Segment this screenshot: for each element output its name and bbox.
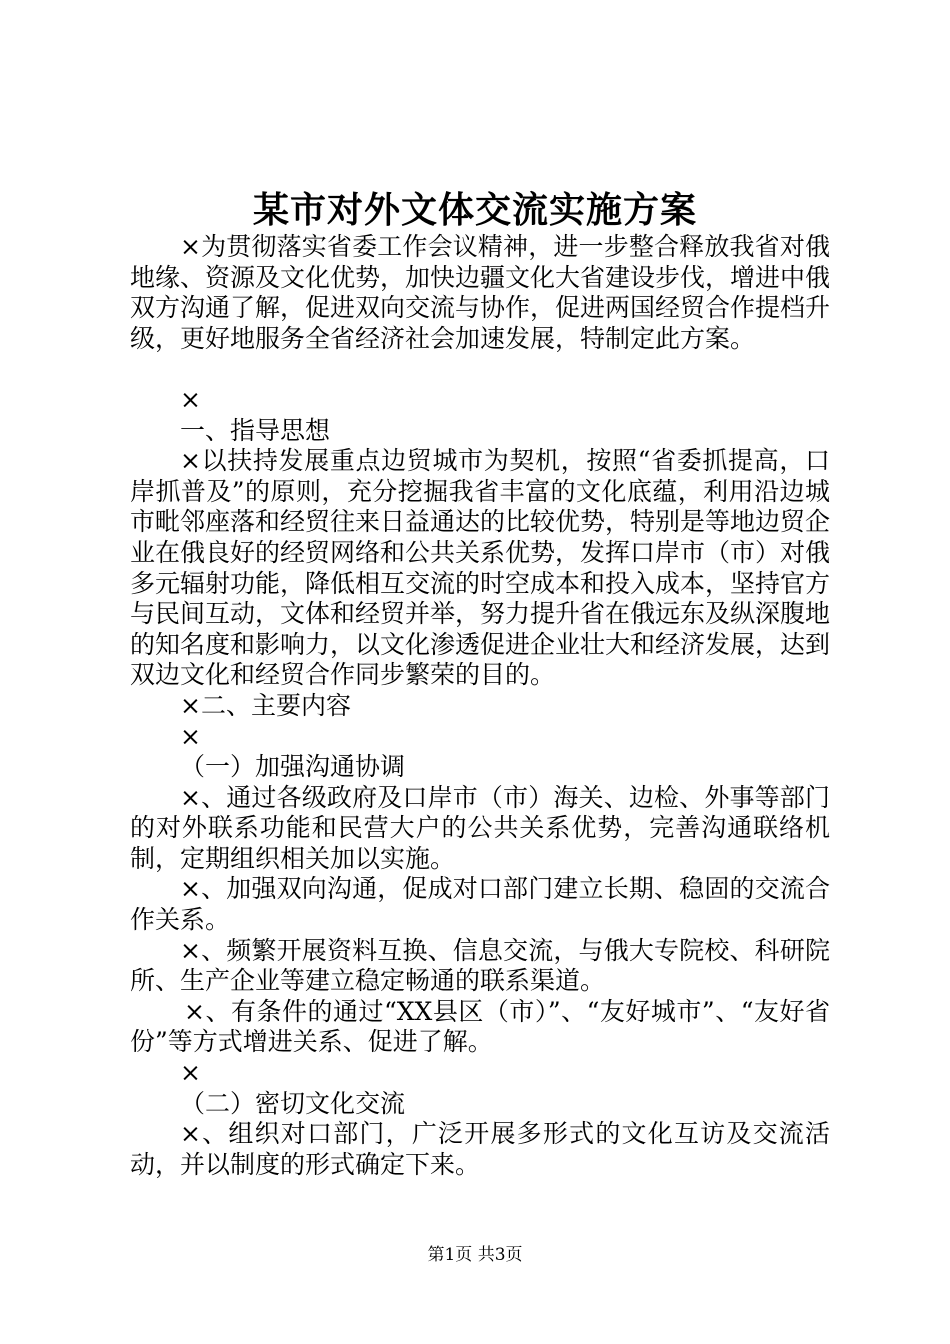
section-heading-guiding-ideology: 一、指导思想 <box>180 415 331 445</box>
paragraph-marker: × <box>180 1058 201 1088</box>
list-item: ×、组织对口部门，广泛开展多形式的文化互访及交流活动，并以制度的形式确定下来。 <box>130 1119 830 1179</box>
intro-paragraph: ×为贯彻落实省委工作会议精神，进一步整合释放我省对俄地缘、资源及文化优势，加快边疆文化大省建设步伐，增进中俄双方沟通了解，促进双向交流与协作，促进两国经贸合作提档升级，更好地服务全省经济社会加速发展，特制定此方案。 <box>130 232 831 353</box>
blank-line <box>130 354 830 385</box>
paragraph-marker: × <box>180 721 201 751</box>
guiding-ideology-paragraph: ×以扶持发展重点边贸城市为契机，按照“省委抓提高，口岸抓普及”的原则，充分挖掘我省丰富的文化底蕴，利用沿边城市毗邻座落和经贸往来日益通达的比较优势，特别是等地边贸企业在俄良好的经贸网络和公共关系优势，发挥口岸市（市）对俄多元辐射功能，降低相互交流的时空成本和投入成本，坚持官方与民间互动，文体和经贸并举，努力提升省在俄远东及纵深腹地的知名度和影响力，以文化渗透促进企业壮大和经济发展，达到双边文化和经贸合作同步繁荣的目的。 <box>130 446 831 690</box>
subsection-heading-communication: （一）加强沟通协调 <box>180 752 406 782</box>
document-title: 某市对外文体交流实施方案 <box>252 189 697 231</box>
list-item: ×、频繁开展资料互换、信息交流，与俄大专院校、科研院所、生产企业等建立稳定畅通的联系渠道。 <box>130 935 830 996</box>
section-heading-main-content: ×二、主要内容 <box>180 690 351 720</box>
document-body <box>130 232 830 1180</box>
page-number: 第1页 共3页 <box>427 1245 523 1265</box>
list-item: ×、加强双向沟通，促成对口部门建立长期、稳固的交流合作关系。 <box>130 874 830 935</box>
list-item: ×、通过各级政府及口岸市（市）海关、边检、外事等部门的对外联系功能和民营大户的公共关系优势，完善沟通联络机制，定期组织相关加以实施。 <box>130 782 830 873</box>
paragraph-marker: × <box>180 384 201 414</box>
list-item: ×、有条件的通过“XX县区（市）”、“友好城市”、“友好省份”等方式增进关系、促进了解。 <box>130 996 830 1057</box>
subsection-heading-culture: （二）密切文化交流 <box>180 1088 406 1118</box>
